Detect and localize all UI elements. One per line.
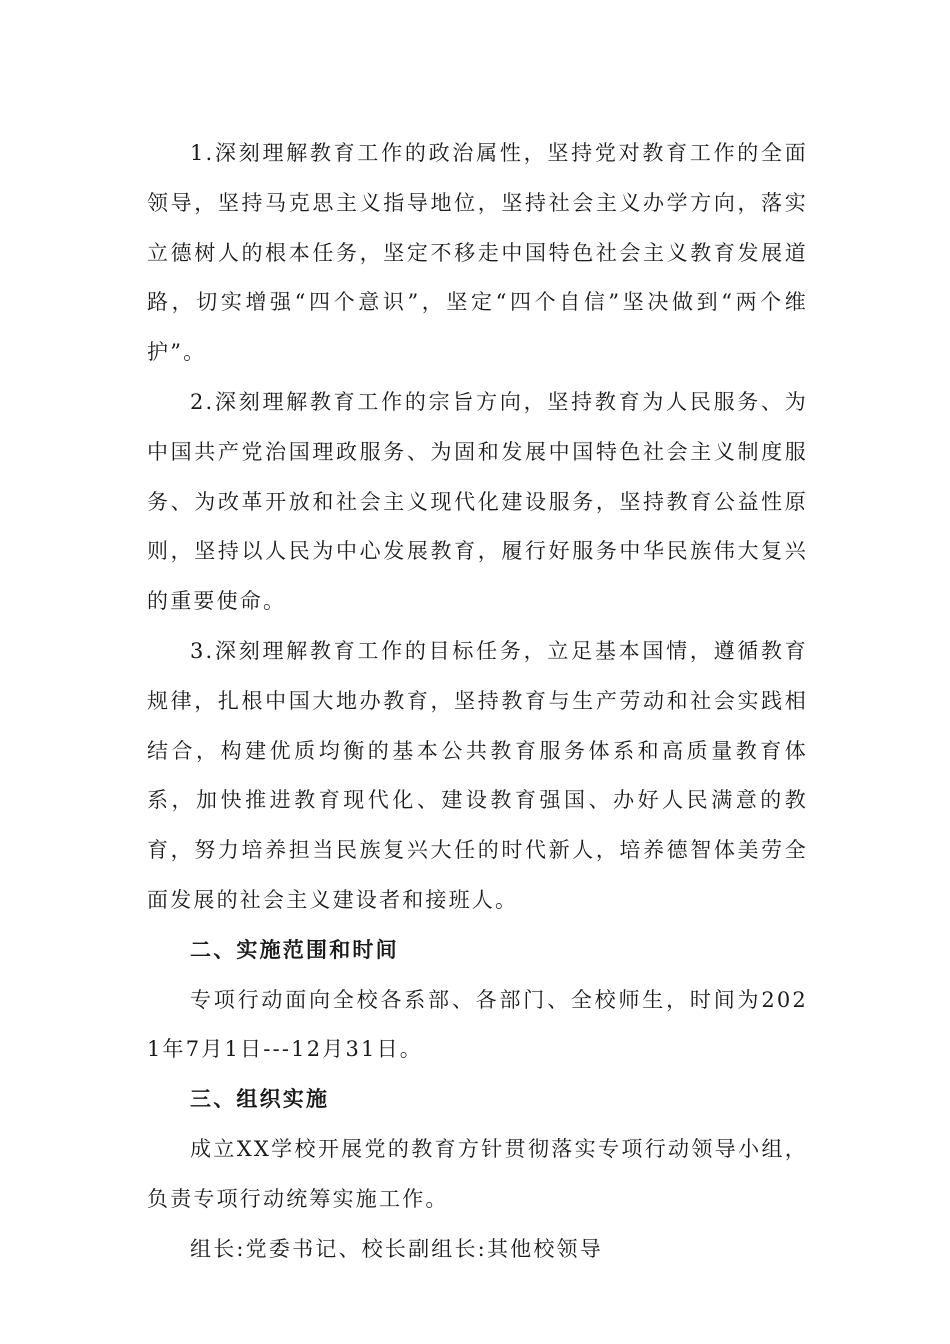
paragraph-scope-time: 专项行动面向全校各系部、各部门、全校师生，时间为2021年7月1日---12月31日。 [147, 987, 808, 1062]
section-heading-organization: 三、组织实施 [190, 1087, 330, 1112]
paragraph-purpose-direction: 2.深刻理解教育工作的宗旨方向，坚持教育为人民服务、为中国共产党治国理政服务、为固和发展中国特色社会主义制度服务、为改革开放和社会主义现代化建设服务，坚持教育公益性原则，坚持以人民为中心发展教育，履行好服务中华民族伟大复兴的重要使命。 [147, 389, 808, 614]
paragraph-leading-group: 成立XX学校开展党的教育方针贯彻落实专项行动领导小组，负责专项行动统筹实施工作。 [147, 1136, 808, 1211]
paragraph-political-attribute: 1.深刻理解教育工作的政治属性，坚持党对教育工作的全面领导，坚持马克思主义指导地位，坚持社会主义办学方向，落实立德树人的根本任务，坚定不移走中国特色社会主义教育发展道路，切实增强“四个意识”，坚定“四个自信”坚决做到“两个维护”。 [147, 141, 808, 365]
document-page [147, 129, 808, 1274]
section-heading-scope-time: 二、实施范围和时间 [190, 937, 399, 962]
paragraph-group-members: 组长:党委书记、校长副组长:其他校领导 [190, 1236, 603, 1261]
paragraph-goals-tasks: 3.深刻理解教育工作的目标任务，立足基本国情，遵循教育规律，扎根中国大地办教育，坚持教育与生产劳动和社会实践相结合，构建优质均衡的基本公共教育服务体系和高质量教育体系，加快推进教育现代化、建设教育强国、办好人民满意的教育，努力培养担当民族复兴大任的时代新人，培养德智体美劳全面发展的社会主义建设者和接班人。 [147, 638, 808, 912]
